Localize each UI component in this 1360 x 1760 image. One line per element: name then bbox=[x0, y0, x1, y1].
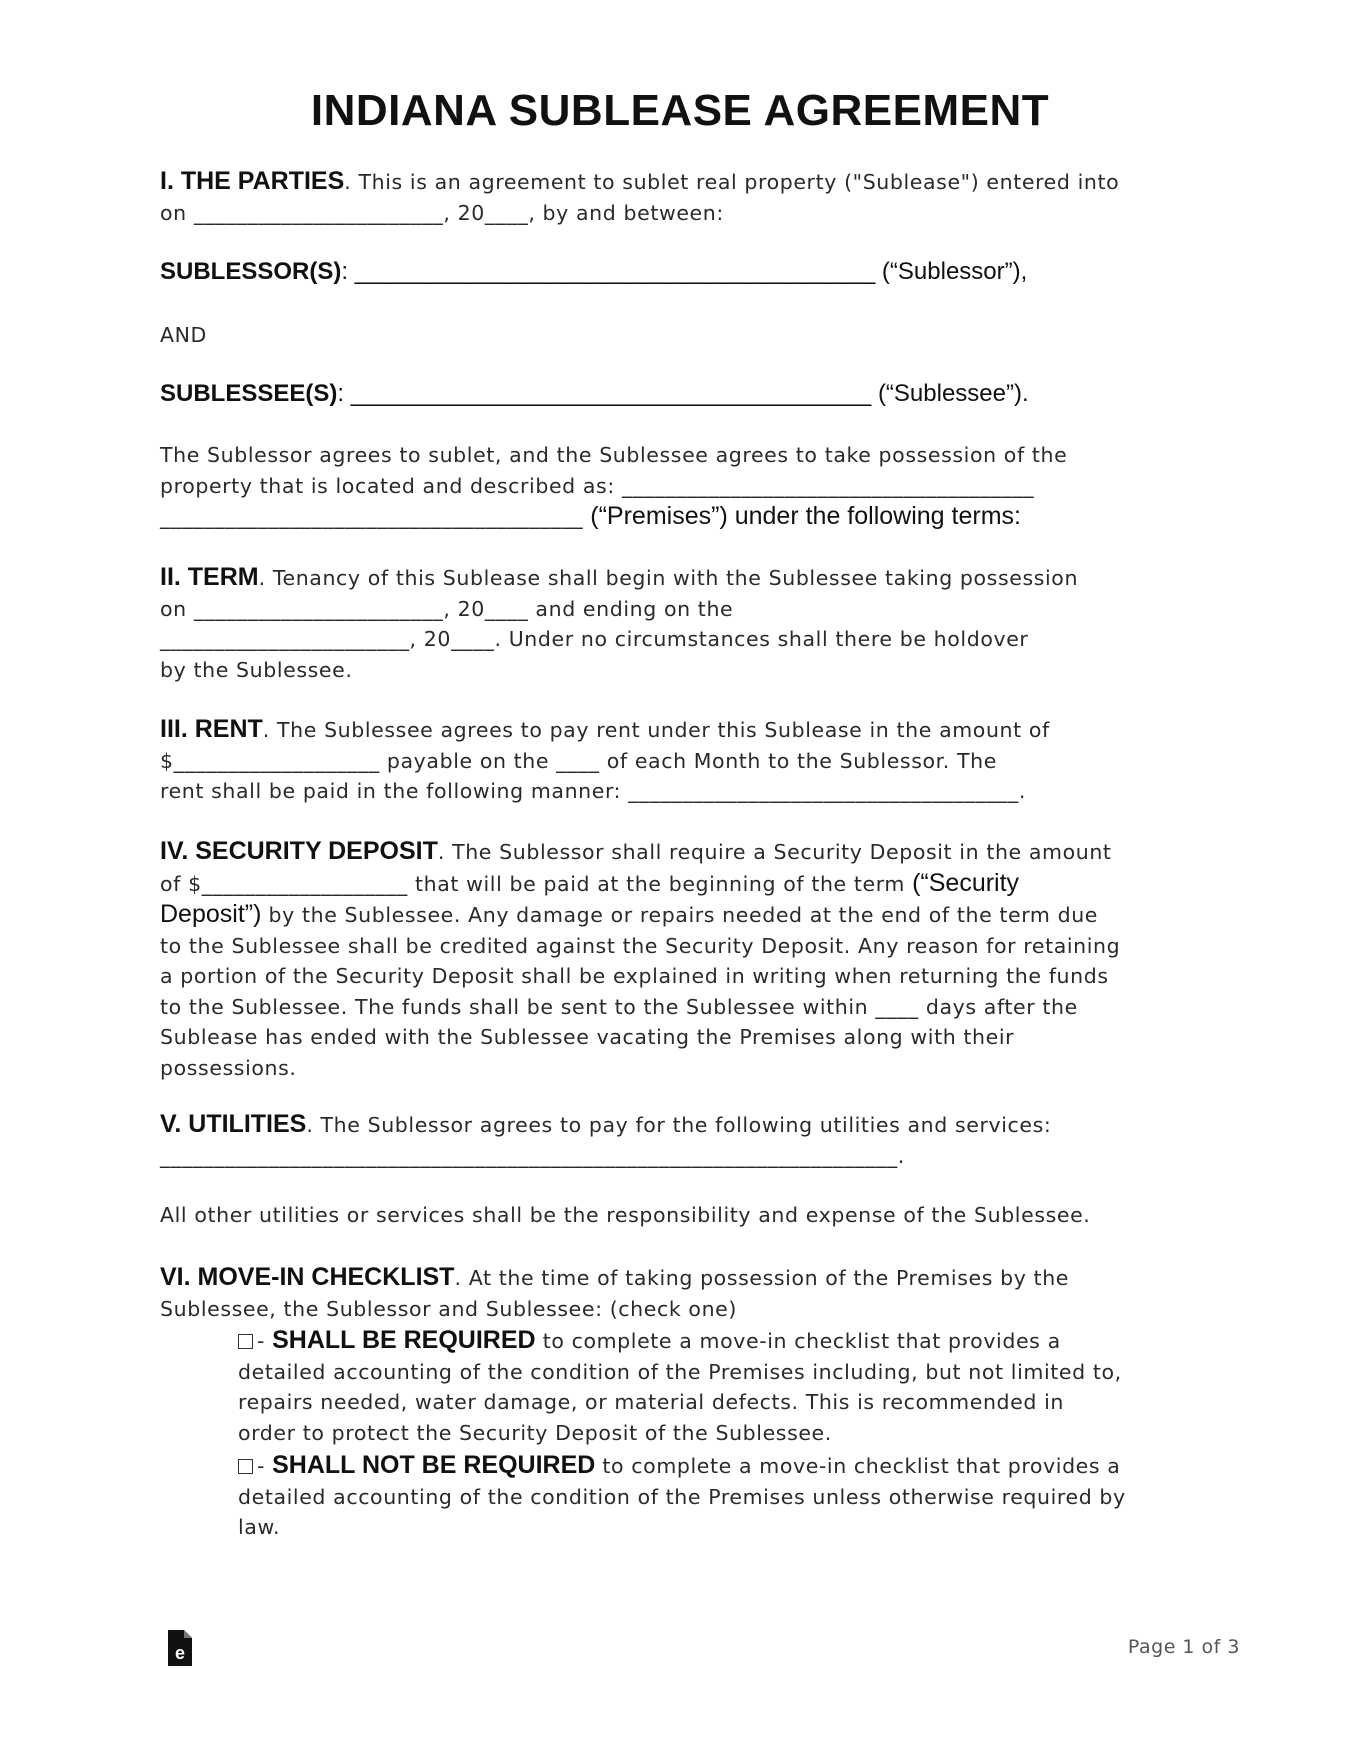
option-not-required-text-2: detailed accounting of the condition of the Premises unless otherwise required by bbox=[238, 1484, 1126, 1509]
required-checkbox[interactable] bbox=[238, 1334, 253, 1349]
deposit-text-4: to the Sublessee shall be credited against the Security Deposit. Any reason for retaining bbox=[160, 933, 1121, 958]
utilities-paragraph bbox=[160, 1109, 1200, 1171]
checklist-text-1: . At the time of taking possession of the Premises by the bbox=[454, 1266, 1069, 1290]
deposit-paragraph bbox=[160, 836, 1200, 1083]
premises-blank[interactable]: _______________________________________ bbox=[160, 505, 591, 529]
premises-paragraph bbox=[160, 440, 1200, 533]
utilities-heading: V. UTILITIES bbox=[160, 1110, 307, 1138]
checklist-paragraph bbox=[160, 1262, 1200, 1324]
eforms-logo-icon bbox=[166, 1628, 194, 1668]
parties-text-1: . This is an agreement to sublet real property ("Sublease") entered into bbox=[344, 170, 1120, 194]
sublessee-label: SUBLESSEE(S) bbox=[160, 380, 338, 407]
parties-paragraph bbox=[160, 166, 1200, 228]
deposit-text-1: . The Sublessor shall require a Security Deposit in the amount bbox=[437, 840, 1112, 864]
option-not-required-label: SHALL NOT BE REQUIRED bbox=[272, 1451, 596, 1479]
deposit-heading: IV. SECURITY DEPOSIT bbox=[160, 837, 438, 865]
rent-text-1: . The Sublessee agrees to pay rent under this Sublease in the amount of bbox=[262, 718, 1050, 742]
option-required-text-1: to complete a move-in checklist that provides a bbox=[535, 1329, 1061, 1353]
term-text-3[interactable]: _______________________, 20____. Under no circumstances shall there be holdover bbox=[160, 627, 1029, 651]
option-required-dash: - bbox=[257, 1329, 273, 1353]
checklist-text-2: Sublessee, the Sublessor and Sublessee: (check one) bbox=[160, 1296, 737, 1321]
deposit-text-5: a portion of the Security Deposit shall be explained in writing when returning the funds bbox=[160, 964, 1109, 988]
premises-text-2[interactable]: property that is located and described as: ______________________________________ bbox=[160, 473, 1035, 498]
parties-heading: I. THE PARTIES bbox=[160, 167, 345, 195]
option-required-text-3: repairs needed, water damage, or material defects. This is recommended in bbox=[238, 1390, 1064, 1414]
checklist-heading: VI. MOVE-IN CHECKLIST bbox=[160, 1263, 455, 1291]
deposit-text-2b: (“Security bbox=[912, 868, 1020, 897]
svg-text:e: e bbox=[174, 1643, 186, 1663]
utilities-blank[interactable]: ____________________________________________________________________. bbox=[160, 1143, 905, 1168]
option-not-required bbox=[238, 1450, 1200, 1543]
term-heading: II. TERM bbox=[160, 563, 259, 591]
sublessee-blank[interactable]: : _______________________________________ (“Sublessee”). bbox=[337, 380, 1029, 407]
sublessor-blank[interactable]: : _______________________________________ (“Sublessor”), bbox=[341, 258, 1028, 285]
document-title: INDIANA SUBLEASE AGREEMENT bbox=[310, 86, 1050, 135]
premises-tail: (“Premises”) under the following terms: bbox=[590, 502, 1021, 530]
and-text: AND bbox=[160, 323, 207, 347]
sublessor-label: SUBLESSOR(S) bbox=[160, 258, 342, 285]
deposit-text-3b: by the Sublessee. Any damage or repairs needed at the end of the term due bbox=[261, 903, 1099, 927]
parties-text-2: on _______________________, 20____, by and between: bbox=[160, 200, 724, 225]
term-text-2[interactable]: on _______________________, 20____ and ending on the bbox=[160, 596, 734, 621]
term-paragraph bbox=[160, 562, 1200, 685]
deposit-text-3a: Deposit”) bbox=[160, 900, 262, 928]
option-required-label: SHALL BE REQUIRED bbox=[272, 1326, 536, 1354]
sublessor-line bbox=[160, 258, 1200, 286]
option-required-text-2: detailed accounting of the condition of the Premises including, but not limited to, bbox=[238, 1359, 1122, 1384]
option-not-required-dash: - bbox=[257, 1454, 273, 1478]
rent-paragraph bbox=[160, 714, 1200, 807]
option-required bbox=[238, 1325, 1200, 1448]
page-number: Page 1 of 3 bbox=[1127, 1636, 1240, 1658]
sublessee-line bbox=[160, 380, 1200, 408]
option-required-text-4: order to protect the Security Deposit of the Sublessee. bbox=[238, 1420, 832, 1445]
deposit-text-2a[interactable]: of $___________________ that will be paid at the beginning of the term bbox=[160, 871, 913, 896]
premises-text-1: The Sublessor agrees to sublet, and the Sublessee agrees to take possession of the bbox=[160, 443, 1068, 467]
option-not-required-text-3: law. bbox=[238, 1515, 281, 1539]
rent-text-2[interactable]: $___________________ payable on the ____ of each Month to the Sublessor. The bbox=[160, 748, 997, 773]
deposit-text-6[interactable]: to the Sublessee. The funds shall be sent to the Sublessee within ____ days after the bbox=[160, 994, 1078, 1019]
rent-text-3[interactable]: rent shall be paid in the following manner: ____________________________________. bbox=[160, 779, 1026, 803]
term-text-1: . Tenancy of this Sublease shall begin with the Sublessee taking possession bbox=[258, 566, 1079, 590]
deposit-text-8: possessions. bbox=[160, 1055, 297, 1080]
term-text-4: by the Sublessee. bbox=[160, 657, 353, 682]
rent-heading: III. RENT bbox=[160, 715, 263, 743]
utilities-other: All other utilities or services shall be the responsibility and expense of the Sublessee. bbox=[160, 1203, 1091, 1227]
not-required-checkbox[interactable] bbox=[238, 1459, 253, 1474]
utilities-text-1: . The Sublessor agrees to pay for the following utilities and services: bbox=[306, 1113, 1052, 1137]
option-not-required-text-1: to complete a move-in checklist that provides a bbox=[595, 1454, 1121, 1478]
deposit-text-7: Sublease has ended with the Sublessee vacating the Premises along with their bbox=[160, 1025, 1015, 1049]
